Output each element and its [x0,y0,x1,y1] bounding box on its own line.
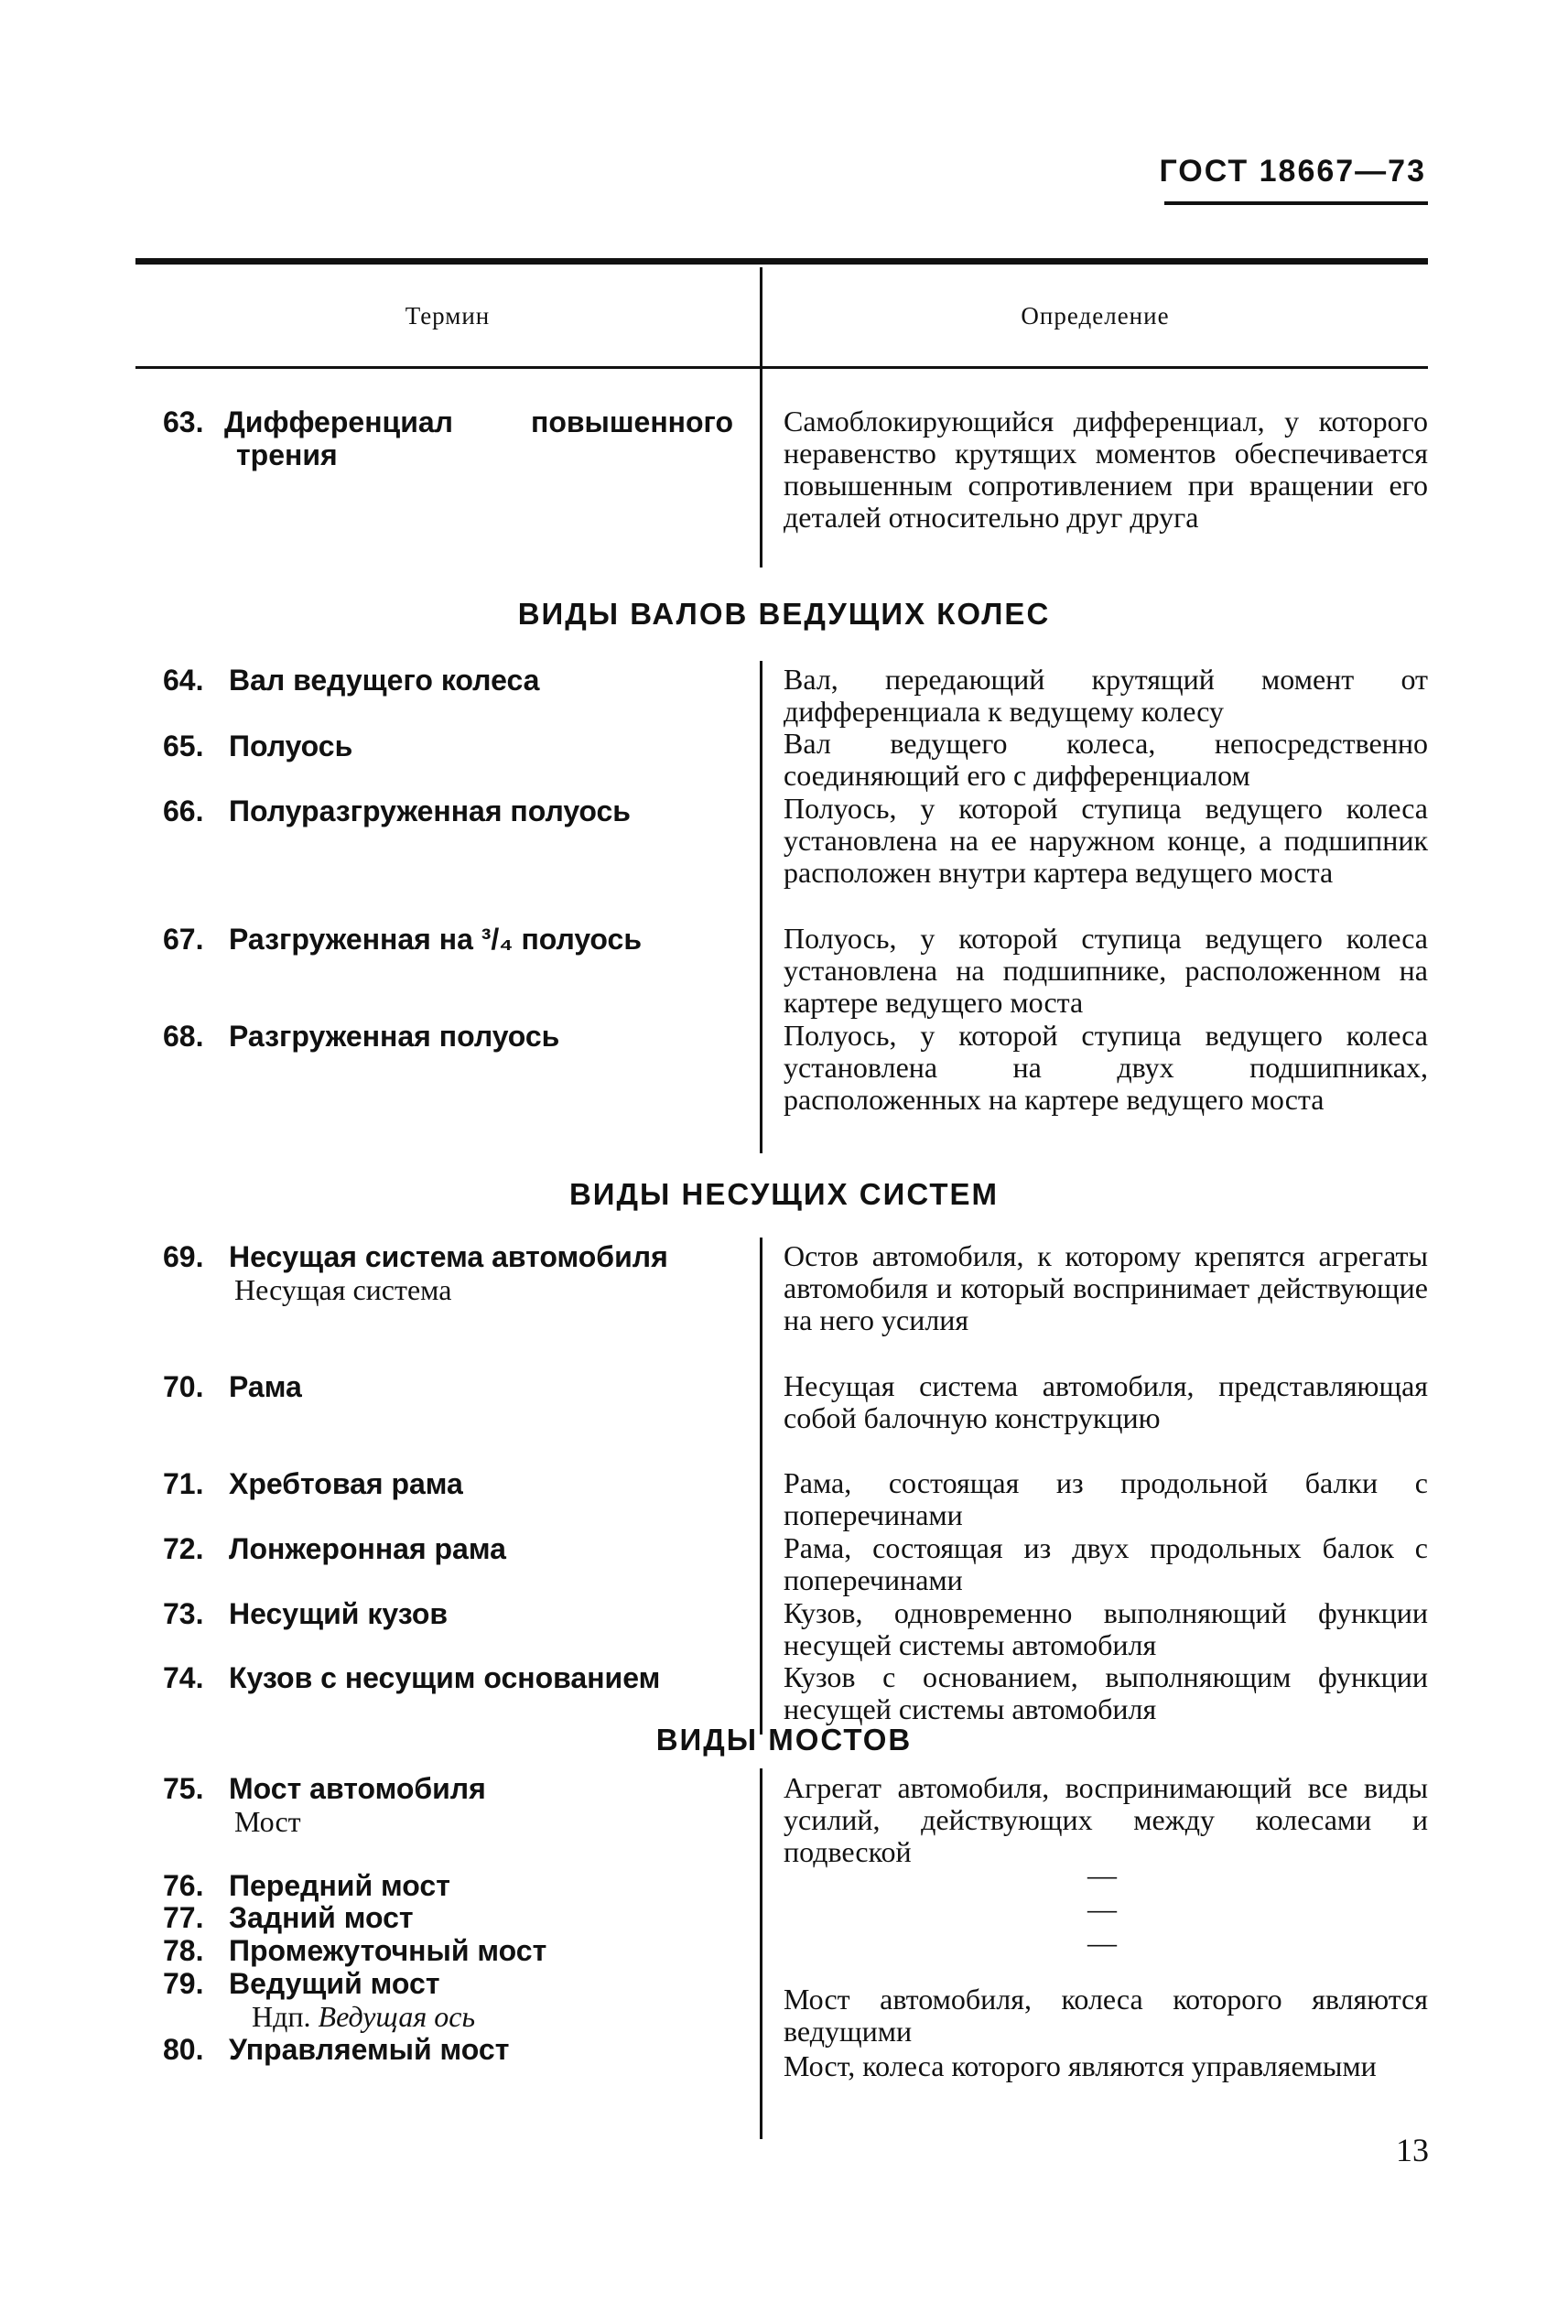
term-number: 79. [163,1967,204,2000]
ndp-label: Ндп. [252,2000,311,2033]
column-header-definition: Определение [1021,302,1170,330]
term-name: Лонжеронная рама [229,1532,506,1565]
term-number: 73. [163,1597,204,1630]
term-number: 67. [163,923,204,956]
term-definition-dash: — [1087,1926,1117,1959]
term-number: 78. [163,1934,204,1967]
term-synonym: Несущая система [234,1273,452,1306]
term-number: 74. [163,1661,204,1694]
term-name: Передний мост [229,1869,450,1902]
term-name: Дифференциал [224,405,453,438]
term-name: Рама [229,1370,302,1403]
column-divider [760,661,762,1153]
term-name: Мост автомобиля [229,1772,486,1805]
term-definition: Полуось, у которой ступица ведущего колеса установлена на двух подшипниках, расположенных на картере ведущего моста [784,1019,1428,1116]
table-header-rule [135,366,1428,369]
term-number: 71. [163,1467,204,1500]
term-name: Полуось [229,730,353,762]
table-top-rule [135,258,1428,265]
term-definition: Полуось, у которой ступица ведущего колеса установлена на подшипнике, расположенном на картере ведущего моста [784,922,1428,1019]
column-divider [760,1238,762,1735]
term-definition: Вал, передающий крутящий момент от дифференциала к ведущему колесу [784,663,1428,728]
term-definition: Рама, состоящая из двух продольных балок с поперечинами [784,1531,1428,1596]
term-name: Кузов с несущим основанием [229,1661,661,1694]
term-definition: Мост, колеса которого являются управляемыми [784,2049,1377,2082]
term-name: Разгруженная на ³/₄ полуось [229,923,643,956]
standard-number: ГОСТ 18667—73 [1159,154,1426,189]
ndp-term: Ведущая ось [318,2000,476,2033]
term-name: Несущий кузов [229,1597,449,1630]
term-name: Хребтовая рама [229,1467,463,1500]
term-definition: Кузов, одновременно выполняющий функции несущей системы автомобиля [784,1596,1428,1661]
term-definition: Остов автомобиля, к которому крепятся агрегаты автомобиля и который воспринимает действующие на него усилия [784,1239,1428,1336]
term-definition: Несущая система автомобиля, представляющая собой балочную конструкцию [784,1369,1428,1434]
term-number: 70. [163,1370,204,1403]
term-name: Промежуточный мост [229,1934,547,1967]
term-number: 77. [163,1901,204,1934]
term-nonpreferred [252,2000,475,2033]
page-number: 13 [1396,2132,1429,2168]
term-name: Ведущий мост [229,1967,440,2000]
term-name: Управляемый мост [229,2033,510,2066]
header-column-divider [760,267,762,405]
term-name: Несущая система автомобиля [229,1240,668,1273]
term-name: Полуразгруженная полуось [229,794,631,827]
term-definition: Мост автомобиля, колеса которого являются ведущими [784,1983,1428,2048]
term-number: 69. [163,1240,204,1273]
section-title: ВИДЫ МОСТОВ [655,1723,913,1757]
section-title: ВИДЫ НЕСУЩИХ СИСТЕМ [568,1177,1000,1211]
term-definition: Самоблокирующийся дифференциал, у которого неравенство крутящих моментов обеспечивается повышенным сопротивлением при вращении его деталей относительно друг друга [784,405,1428,534]
term-number: 72. [163,1532,204,1565]
term-definition: Полуось, у которой ступица ведущего колеса установлена на ее наружном конце, а подшипник расположен внутри картера ведущего моста [784,792,1428,889]
term-name: Вал ведущего колеса [229,664,540,697]
standard-underline [1164,201,1428,205]
term-number: 76. [163,1869,204,1902]
term-number: 65. [163,730,204,762]
term-synonym: Мост [234,1805,301,1838]
term-name: трения [236,438,338,471]
column-divider [760,1768,762,2139]
term-definition: Кузов с основанием, выполняющим функции несущей системы автомобиля [784,1660,1428,1725]
section-title: ВИДЫ ВАЛОВ ВЕДУЩИХ КОЛЕС [517,597,1051,631]
term-definition-dash: — [1087,1892,1117,1925]
term-name: Разгруженная полуось [229,1020,560,1053]
term-name: повышенного [531,405,733,438]
term-number: 75. [163,1772,204,1805]
term-number: 63. [163,405,204,438]
term-number: 66. [163,794,204,827]
term-definition: Агрегат автомобиля, воспринимающий все виды усилий, действующих между колесами и подвеской [784,1771,1428,1868]
term-definition: Рама, состоящая из продольной балки с поперечинами [784,1466,1428,1531]
column-divider [760,403,762,567]
term-definition-dash: — [1087,1858,1117,1891]
term-number: 64. [163,664,204,697]
column-header-term: Термин [405,302,491,330]
term-definition: Вал ведущего колеса, непосредственно соединяющий его с дифференциалом [784,727,1428,792]
term-name: Задний мост [229,1901,414,1934]
term-number: 80. [163,2033,204,2066]
term-number: 68. [163,1020,204,1053]
